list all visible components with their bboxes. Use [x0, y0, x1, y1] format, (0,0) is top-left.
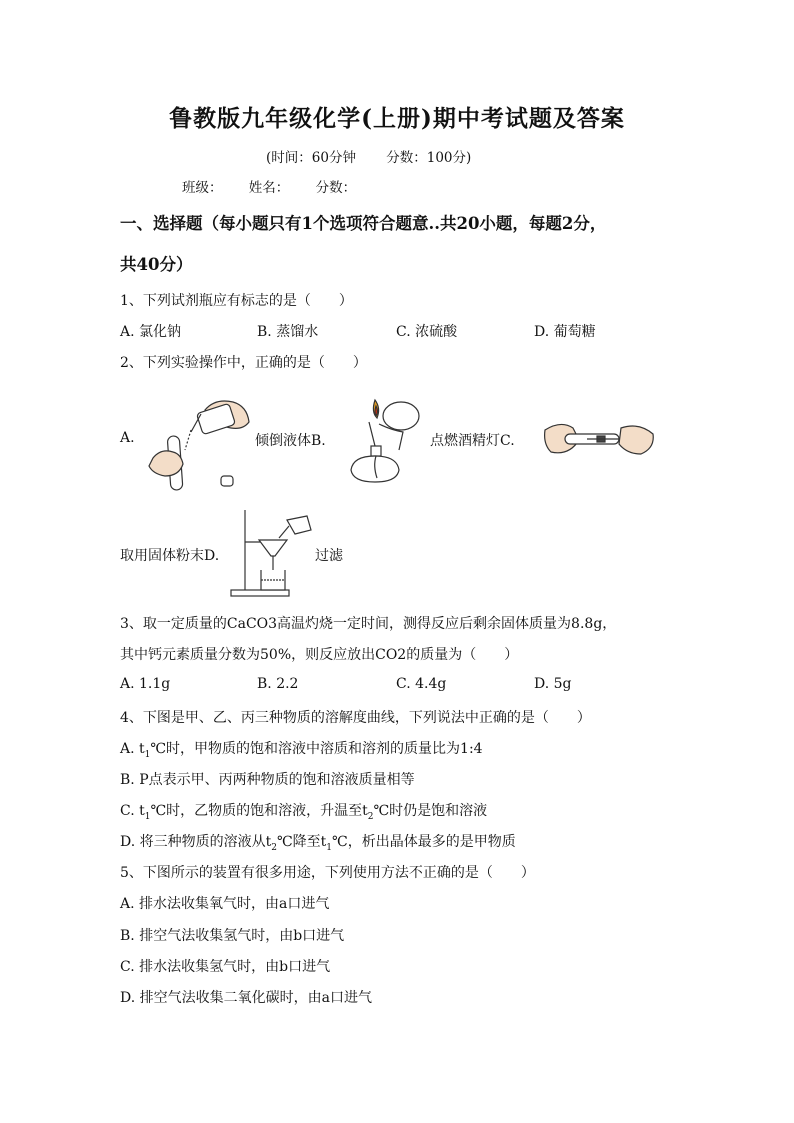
q3-option-b: B. 2.2 — [257, 676, 299, 692]
pouring-liquid-figure — [143, 392, 255, 494]
q5-option-d: D. 排空气法收集二氧化碳时，由a口进气 — [120, 990, 372, 1006]
q2-option-d-label: 过滤 — [315, 548, 343, 564]
q1-option-d: D. 葡萄糖 — [534, 324, 596, 340]
q1-option-b: B. 蒸馏水 — [257, 324, 319, 340]
q3-option-d: D. 5g — [534, 676, 572, 692]
exam-meta — [266, 146, 471, 166]
q5-stem: 5、下图所示的装置有很多用途，下列使用方法不正确的是（ ） — [120, 865, 535, 881]
name-label: 姓名： — [248, 180, 290, 196]
q1-option-a: A. 氯化钠 — [120, 324, 182, 340]
student-info — [182, 176, 378, 196]
section-heading-line1: 一、选择题（每小题只有1个选项符合题意..共20小题，每题2分， — [120, 214, 607, 233]
q1-stem: 1、下列试剂瓶应有标志的是（ ） — [120, 293, 353, 309]
page-title: 鲁教版九年级化学(上册)期中考试题及答案 — [169, 105, 625, 132]
q3-option-c: C. 4.4g — [396, 676, 447, 692]
time-info: (时间：60分钟 — [266, 150, 356, 166]
q5-option-b: B. 排空气法收集氢气时，由b口进气 — [120, 928, 345, 944]
score-label: 分数： — [315, 180, 357, 196]
q1-option-c: C. 浓硫酸 — [396, 324, 458, 340]
q3-line2: 其中钙元素质量分数为50%，则反应放出CO2的质量为（ ） — [120, 647, 519, 663]
q3-line1: 3、取一定质量的CaCO3高温灼烧一定时间，测得反应后剩余固体质量为8.8g， — [120, 616, 617, 632]
section-heading-line2: 共40分） — [120, 255, 193, 274]
q4-option-a: A. $t_1℃$时，甲物质的饱和溶液中溶质和溶剂的质量比为1:4 — [120, 741, 483, 760]
score-info: 分数：100分) — [386, 150, 472, 166]
q5-option-a: A. 排水法收集氧气时，由a口进气 — [120, 896, 330, 912]
q2-option-a-prefix: A. — [120, 430, 135, 446]
alcohol-lamp-figure — [343, 394, 429, 486]
class-label: 班级： — [182, 180, 223, 196]
q2-option-b-label: 点燃酒精灯C. — [430, 433, 515, 449]
q3-option-a: A. 1.1g — [120, 676, 171, 692]
q4-stem: 4、下图是甲、乙、丙三种物质的溶解度曲线，下列说法中正确的是（ ） — [120, 710, 591, 726]
q5-option-c: C. 排水法收集氢气时，由b口进气 — [120, 959, 331, 975]
q4-option-b: B. P点表示甲、丙两种物质的饱和溶液质量相等 — [120, 772, 415, 788]
q2-option-c-label: 取用固体粉末D. — [120, 548, 220, 564]
q2-stem: 2、下列实验操作中，正确的是（ ） — [120, 355, 367, 371]
solid-powder-figure — [543, 418, 657, 466]
q2-option-a-label: 倾倒液体B. — [255, 433, 326, 449]
q4-option-d: D. 将三种物质的溶液从$t_2℃$降至$t_1℃$，析出晶体最多的是甲物质 — [120, 834, 516, 853]
q4-option-c: C. $t_1℃$时，乙物质的饱和溶液，升温至$t_2℃$时仍是饱和溶液 — [120, 803, 488, 822]
filtration-figure — [225, 504, 315, 600]
